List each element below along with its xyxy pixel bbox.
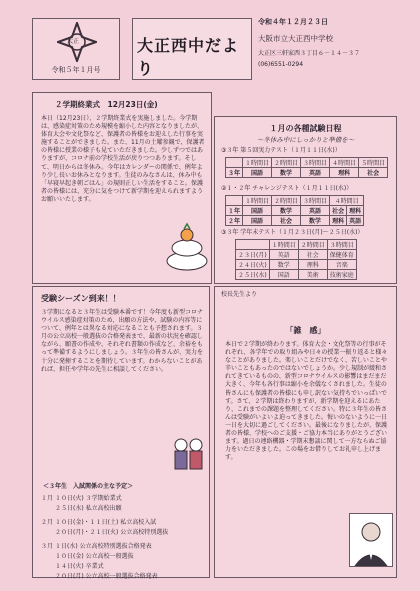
schedule-event: １０日(金)・１１日(土) 私立高校入試: [55, 519, 157, 526]
grade12-test-table: [225, 195, 364, 226]
subject-cell: 技術家庭: [327, 270, 356, 280]
subject-cell: 数学: [272, 168, 301, 178]
subject-cell: 美術: [298, 270, 327, 280]
period-cell: １時間目: [243, 158, 272, 168]
exam-season-section: [32, 286, 210, 578]
subject-cell: 保健体育: [327, 250, 356, 260]
day-cell: ２４日(火): [236, 260, 270, 270]
schedule-month: ３月: [41, 543, 54, 550]
grade3-test-title: ③３年 第５回実力テスト（１月１１日(水)）: [221, 147, 341, 154]
principal-title: 「雑 感」: [285, 326, 326, 335]
grade-cell: １年: [226, 206, 243, 216]
exams-heading: １月の各種試験日程: [269, 124, 342, 133]
exam-season-body: ３学期になると３年生は受験本番です！今年度も新型コロナウイルス感染症対策のため、出願の方法や、試験の内容等について、例年とは異なる対応になることも予想されます。３月の公立高校一般選抜の合格発表まで、最新の状況を確認しながら、願書の作成や、それぞれ書類の作成など、余裕をもって準備するようにしましょう。３年生の皆さんが、実力を十分に発揮することを期待しています。わからないことがあれば、担任や学年の先生に相談してください。: [41, 309, 204, 373]
closing-heading: ２学期終業式 12月23日(金): [55, 100, 158, 109]
subject-cell: 国語: [243, 168, 272, 178]
period-cell: ３時間目: [327, 240, 356, 250]
principal-photo: [349, 513, 393, 567]
period-cell: ２時間目: [272, 196, 301, 206]
day-cell: ２３日(月): [236, 250, 270, 260]
closing-ceremony-section: [32, 92, 212, 284]
school-name: 大阪市立大正西中学校: [258, 34, 333, 44]
period-cell: ３時間目: [301, 158, 330, 168]
principal-message-section: [214, 286, 397, 578]
issue-date: 令和４年１２月２３日: [258, 18, 328, 26]
subject-cell: 理科: [298, 260, 327, 270]
kagamimochi-illustration: [165, 221, 209, 273]
schedule-row: [41, 563, 205, 573]
subject-cell: 数学: [272, 206, 301, 216]
principal-label: 校長先生より: [221, 291, 258, 298]
period-cell: １時間目: [269, 240, 298, 250]
grade-cell: ３年: [226, 168, 243, 178]
emblem-text: 大正: [67, 38, 80, 45]
period-cell: ２時間目: [272, 158, 301, 168]
day-cell: ２５日(水): [236, 270, 270, 280]
period-cell: ５時間目: [359, 158, 388, 168]
exam-schedule-section: [214, 116, 397, 284]
schedule-month: [41, 573, 55, 583]
school-tel: (06)6551-0294: [258, 60, 304, 68]
schedule-heading: ＜３年生 入試関係の主な予定＞: [43, 483, 134, 490]
subject-cell: 国語: [269, 270, 298, 280]
subject-cell: 英語: [347, 216, 364, 226]
grade3-test-table: [225, 157, 388, 178]
schedule-row: [41, 519, 205, 529]
subject-cell: 国語: [243, 206, 272, 216]
grade-cell: ２年: [226, 216, 243, 226]
issue-label: 令和５年１月号: [51, 66, 101, 74]
principal-body: 本日で２学期が終わります。体育大会・文化祭等の行事がそれぞれ、各学年での取り組みや日々の授業一振り返ると様々なことがありました。楽しいことだけでなく、苦しいことや辛いこともあったのではないでしょうか。少し規制が緩和されてきているものの、新型コロナウイルスの影響はまだまだ大きく、今年も各行事は縮小を余儀なくされました。生徒の皆さんにも保護者の皆様にも申し訳ない気持ちでいっぱいです。さて、２学期は終わりますが、新学期を迎えるにあたり、これまでの課題を整理してください。特に３年生の皆さんは受験がいよいよ迫ってきました。悔いのないように一日一日を大切に過ごしてください。最後になりましたが、保護者の皆様、学校へのご支援・ご協力本当にありがとうございます。過日の連絡機器・学期末懇談に関して一方ならぬご協力をいただきました。この場をお借りしてお礼申し上げます。: [225, 341, 388, 462]
schedule-list: [41, 495, 205, 583]
schedule-month: ２月: [41, 519, 54, 526]
principal-portrait-icon: [350, 514, 392, 566]
academic-test-table: [235, 239, 357, 280]
period-cell: ４時間目: [330, 158, 359, 168]
newsletter-title: 大正西中だより: [137, 36, 240, 78]
title-banner: [132, 18, 252, 80]
header-emblem-box: [32, 18, 120, 80]
school-address: 大正区三軒家西３丁目６－１４－３７: [258, 50, 361, 58]
schedule-row: [41, 543, 205, 553]
period-cell: ３時間目: [301, 196, 330, 206]
schedule-event: ２０日(月)・２１日(火) 公立高校特別選抜: [55, 529, 169, 536]
header-info: [258, 18, 398, 69]
subject-cell: 数学: [301, 216, 330, 226]
schedule-row: [41, 505, 205, 519]
schedule-row: [41, 495, 205, 505]
subject-cell: 英語: [301, 206, 330, 216]
schedule-month: [41, 505, 55, 519]
schedule-event: １日(水) 公立高校特別選抜合格発表: [55, 543, 152, 550]
subject-cell: 社会: [359, 168, 388, 178]
academic-test-title: ③３年 学年末テスト（１月２３日(月)～２５日(水)）: [221, 229, 364, 236]
closing-body: 本日（12月23日）、２学期終業式を実施しました。今学期は、感染症対策のため規模を縮小した内容となりましたが、体育大会や文化祭など、保護者の皆様をお迎えした行事を実施することができました。また、11月の土曜参観で、保護者の皆様に授業の様子も見ていただきました。少しずつではありますが、コロナ前の学校生活が戻りつつあります。そして、明日からは冬休み。今年はカレンダーの関係で、例年より少し長いお休みとなります。生徒のみなさんは、休み中も「早寝早起き朝ごはん」の規則正しい生活をすること。保護者の皆様には、充分に気をつけて新学期を迎えられますようお願いいたします。: [41, 115, 205, 203]
schedule-event: １４日(火) 卒業式: [55, 563, 104, 570]
schedule-event: ２０日(月) 公立高校一般選抜合格発表: [55, 573, 158, 580]
subject-cell: 英語: [301, 168, 330, 178]
period-cell: １時間目: [243, 196, 272, 206]
subject-cell: 数学: [269, 260, 298, 270]
period-cell: ２時間目: [298, 240, 327, 250]
subject-cell: 国語: [243, 216, 272, 226]
schedule-month: [41, 553, 55, 563]
schedule-row: [41, 553, 205, 563]
subject-cell: 理科: [330, 168, 359, 178]
subject-cell: 英語: [269, 250, 298, 260]
schedule-row: [41, 573, 205, 583]
subject-cell: 理科: [330, 216, 347, 226]
exam-season-heading: 受験シーズン到来！！: [41, 294, 121, 303]
subject-cell: 社会: [272, 216, 301, 226]
schedule-row: [41, 529, 205, 543]
period-cell: ４時間目: [330, 196, 364, 206]
schedule-month: [41, 529, 55, 543]
schedule-event: ２５日(水) 私立高校出願: [55, 505, 122, 512]
students-illustration: [171, 437, 205, 477]
schedule-event: １０日(金) 公立高校一般選抜: [55, 553, 134, 560]
subject-cell: 社会: [298, 250, 327, 260]
subject-cell: 社会: [330, 206, 347, 216]
schedule-month: １月: [41, 495, 54, 502]
subject-cell: 理科: [347, 206, 364, 216]
schedule-month: [41, 563, 55, 573]
schedule-event: １０日(火) ３学期始業式: [55, 495, 122, 502]
subject-cell: 音楽: [327, 260, 356, 270]
grade12-test-title: ②１・２年 チャレンジテスト（１月１１日(水)）: [221, 185, 353, 192]
exams-subheading: ～冬休み中にしっかりと準備を～: [256, 136, 355, 144]
